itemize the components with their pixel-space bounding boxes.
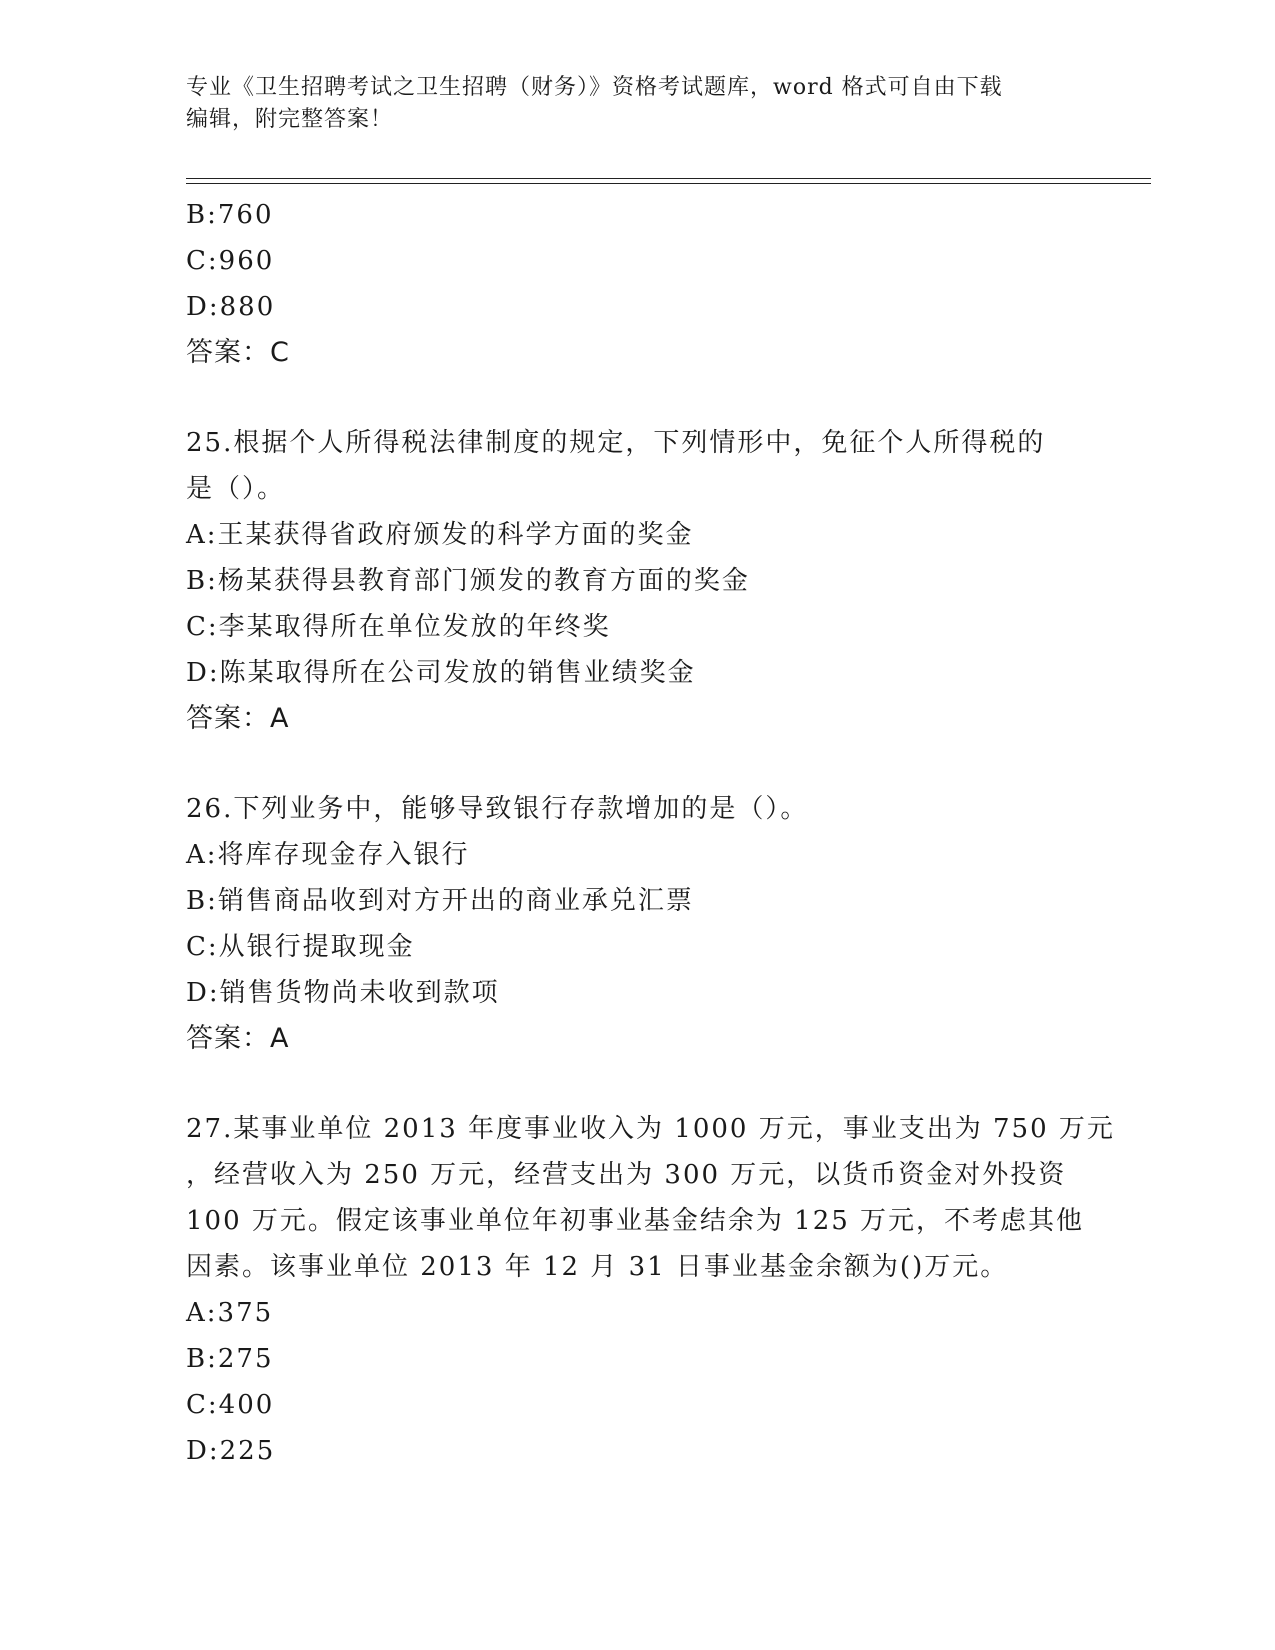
question-26 — [186, 786, 1086, 1062]
question-text-line: ，经营收入为 250 万元，经营支出为 300 万元，以货币资金对外投资 — [186, 1160, 1067, 1190]
question-text-line: 26.下列业务中，能够导致银行存款增加的是（）。 — [186, 794, 809, 824]
option-label: C: — [186, 1390, 219, 1420]
option-text: 销售货物尚未收到款项 — [219, 978, 500, 1008]
option-text: 275 — [217, 1344, 274, 1374]
question-text-line: 是（）。 — [186, 474, 286, 504]
question-text-line: 25.根据个人所得税法律制度的规定，下列情形中，免征个人所得税的 — [186, 428, 1046, 458]
option-label: C: — [186, 246, 219, 276]
option-c — [186, 924, 1086, 970]
header-divider-top — [186, 178, 1151, 179]
option-text: 225 — [219, 1436, 276, 1466]
option-b — [186, 878, 1086, 924]
option-label: B: — [186, 200, 218, 230]
option-label: C: — [186, 932, 219, 962]
option-label: A: — [186, 1298, 218, 1328]
option-label: D: — [186, 978, 220, 1008]
option-label: D: — [186, 1436, 220, 1466]
document-header — [186, 72, 1086, 136]
carryover-question — [186, 192, 1086, 376]
option-c — [186, 1382, 1086, 1428]
option-b — [186, 192, 1086, 238]
option-text: 880 — [219, 292, 276, 322]
header-title-line-1: 专业《卫生招聘考试之卫生招聘（财务）》资格考试题库，word 格式可自由下载 — [186, 75, 1003, 100]
option-text: 375 — [217, 1298, 274, 1328]
question-text-line: 100 万元。假定该事业单位年初事业基金结余为 125 万元，不考虑其他 — [186, 1206, 1085, 1236]
header-title-line-2: 编辑，附完整答案！ — [186, 107, 394, 132]
option-text: 李某取得所在单位发放的年终奖 — [218, 612, 611, 642]
option-text: 陈某取得所在公司发放的销售业绩奖金 — [219, 658, 696, 688]
option-label: A: — [186, 520, 218, 550]
option-d — [186, 1428, 1086, 1474]
option-text: 销售商品收到对方开出的商业承兑汇票 — [217, 886, 694, 916]
option-d — [186, 284, 1086, 330]
question-text-line: 因素。该事业单位 2013 年 12 月 31 日事业基金余额为()万元。 — [186, 1252, 1009, 1282]
option-text: 400 — [218, 1390, 275, 1420]
option-c — [186, 604, 1086, 650]
option-label: D: — [186, 292, 220, 322]
answer-line: 答案：A — [186, 703, 290, 734]
option-c — [186, 238, 1086, 284]
option-b — [186, 1336, 1086, 1382]
spacer — [186, 742, 1086, 786]
spacer — [186, 376, 1086, 420]
option-label: D: — [186, 658, 220, 688]
option-text: 从银行提取现金 — [218, 932, 415, 962]
option-a — [186, 832, 1086, 878]
option-d — [186, 970, 1086, 1016]
option-label: B: — [186, 566, 218, 596]
option-label: C: — [186, 612, 219, 642]
option-b — [186, 558, 1086, 604]
option-text: 王某获得省政府颁发的科学方面的奖金 — [217, 520, 694, 550]
header-divider-bottom — [186, 183, 1151, 184]
option-text: 760 — [217, 200, 274, 230]
option-a — [186, 1290, 1086, 1336]
spacer — [186, 1062, 1086, 1106]
option-d — [186, 650, 1086, 696]
option-label: A: — [186, 840, 218, 870]
question-25 — [186, 420, 1086, 742]
question-27 — [186, 1106, 1115, 1474]
option-text: 杨某获得县教育部门颁发的教育方面的奖金 — [217, 566, 750, 596]
option-label: B: — [186, 886, 218, 916]
answer-line: 答案：A — [186, 1023, 290, 1054]
option-a — [186, 512, 1086, 558]
question-content — [186, 192, 1115, 1474]
option-label: B: — [186, 1344, 218, 1374]
question-text-line: 27.某事业单位 2013 年度事业收入为 1000 万元，事业支出为 750 万元 — [186, 1114, 1115, 1144]
option-text: 将库存现金存入银行 — [217, 840, 470, 870]
answer-line: 答案：C — [186, 337, 290, 368]
option-text: 960 — [218, 246, 275, 276]
